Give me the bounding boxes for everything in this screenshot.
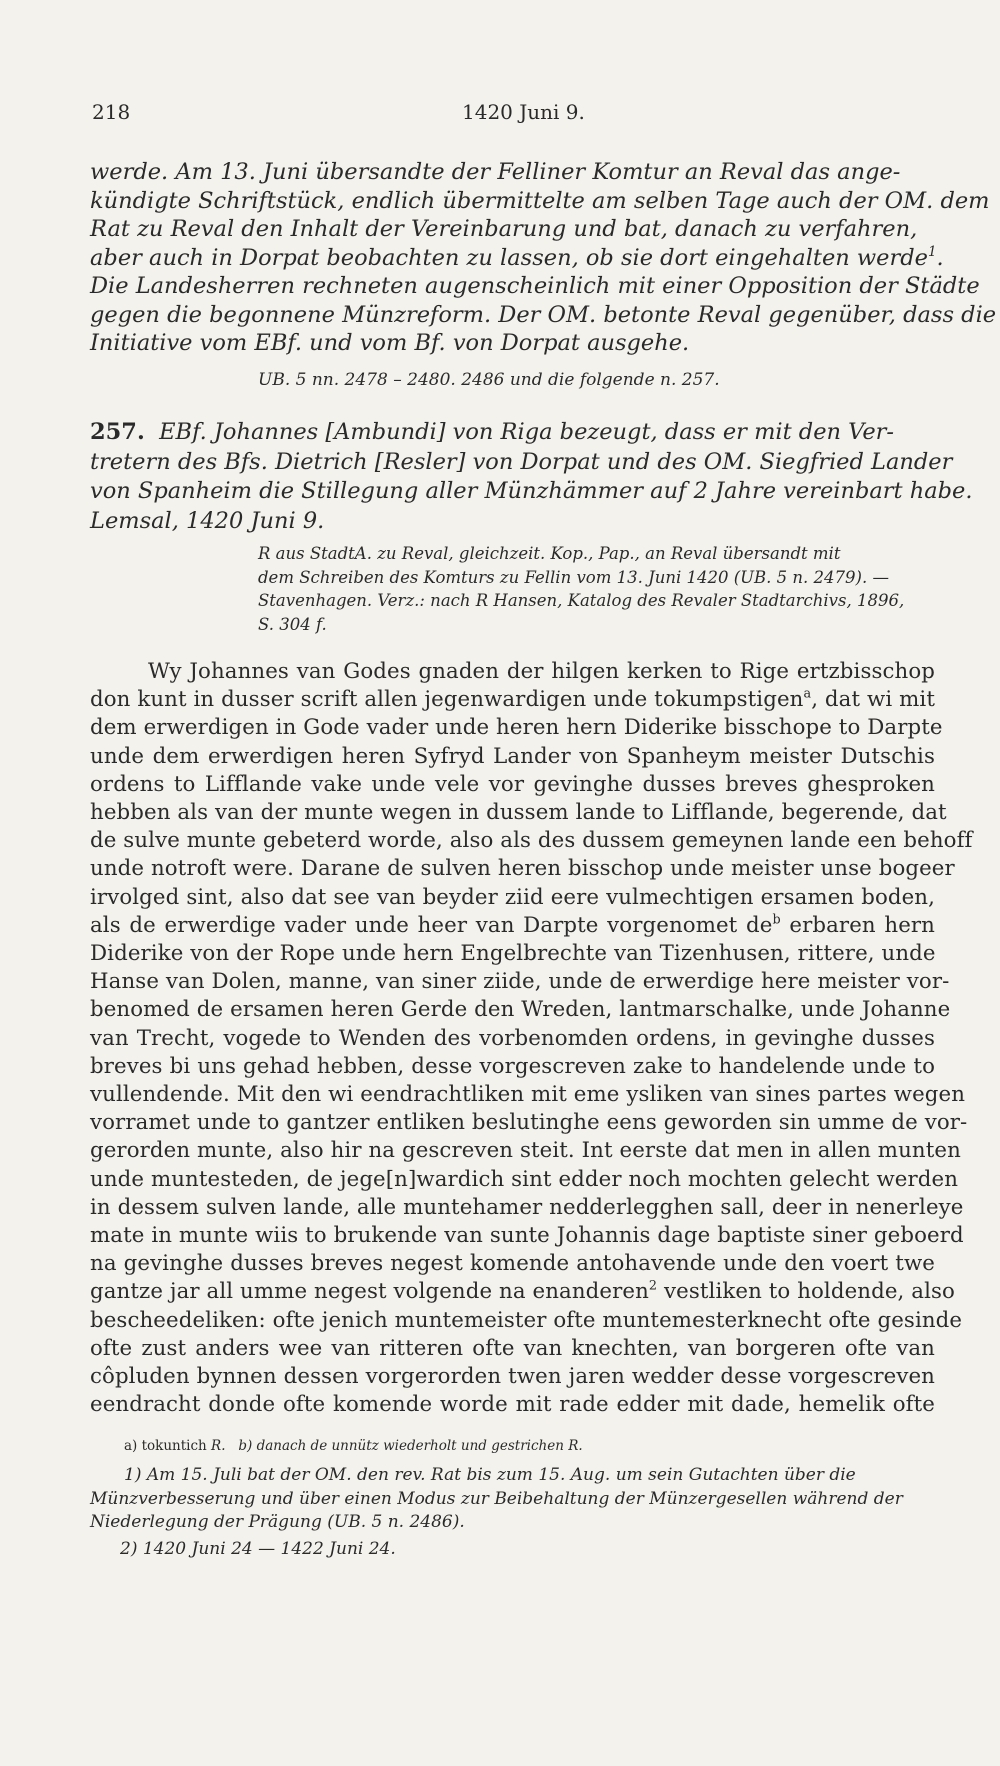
text-line: côpluden bynnen dessen vorgerorden twen jaren wedder desse vorgescreven: [90, 1364, 935, 1390]
apparatus-a-label: a) tokuntich: [124, 1438, 207, 1454]
intro-paragraph: [90, 158, 997, 358]
footnote-1: [90, 1464, 935, 1535]
text-line: ofte zust anders wee van ritteren ofte van knechten, van borgeren ofte van: [90, 1335, 935, 1361]
text-line: Münzverbesserung und über einen Modus zur Beibehaltung der Münzergesellen während der: [90, 1488, 903, 1509]
text-line: UB. 5 nn. 2478 – 2480. 2486 und die folgende n. 257.: [258, 370, 720, 390]
text-line: Diderike von der Rope unde hern Engelbrechte van Tizenhusen, rittere, unde: [90, 941, 936, 967]
text-span: Am 15. Juli bat der OM. den rev. Rat bis zum 15. Aug. um sein Gutachten über die: [146, 1465, 856, 1485]
text-line: S. 304 f.: [258, 614, 327, 634]
text-line: vullendende. Mit den wi eendrachtliken mit eme ysliken van sines partes wegen: [90, 1082, 966, 1108]
text-span: , dat wi mit: [811, 687, 935, 713]
document-text: [90, 658, 973, 1419]
document-number: 257.: [90, 419, 145, 445]
text-line: na gevinghe dusses breves negest komende antohavende unde den voert twe: [90, 1251, 935, 1277]
text-line: werde. Am 13. Juni übersandte der Felliner Komtur an Reval das ange-: [90, 159, 901, 185]
text-line: ordens to Lifflande vake unde vele vor gevinghe dusses breves ghesproken: [90, 771, 935, 797]
text-line: Niederlegung der Prägung (UB. 5 n. 2486).: [90, 1512, 465, 1532]
source-note: [258, 542, 938, 636]
footnote-2: [120, 1538, 965, 1561]
text-line: irvolged sint, also dat see van beyder ziid eere vulmechtigen ersamen boden,: [90, 884, 935, 910]
page-number: 218: [92, 100, 131, 124]
text-line: unde muntesteden, de jege[n]wardich sint edder noch mochten gelecht werden: [90, 1166, 959, 1192]
text-span: erbaren hern: [780, 912, 935, 938]
text-line: van Trecht, vogede to Wenden des vorbenomden ordens, in gevinghe dusses: [90, 1025, 935, 1051]
text-line: mate in munte wiis to brukende van sunte Johannis dage baptiste siner geboerd: [90, 1223, 964, 1249]
apparatus-b-text: b) danach de unnütz wiederholt und gestrichen: [238, 1438, 564, 1454]
footnote-mark: a: [803, 686, 812, 702]
text-line: R aus StadtA. zu Reval, gleichzeit. Kop., Pap., an Reval übersandt mit: [258, 544, 841, 563]
text-line: dem erwerdigen in Gode vader unde heren hern Diderike bisschope to Darpte: [90, 715, 943, 741]
apparatus-a-siglum: R.: [211, 1438, 226, 1454]
text-line: kündigte Schriftstück, endlich übermittelte am selben Tage auch der OM. dem: [90, 187, 990, 214]
regest-heading: [90, 418, 973, 536]
text-span: EBf. Johannes [Ambundi] von Riga bezeugt, dass er mit den Ver-: [159, 419, 895, 445]
text-line: Lemsal, 1420 Juni 9.: [90, 507, 325, 534]
text-line: [90, 418, 935, 448]
text-span: als de erwerdige vader unde heer van Darpte vorgenomet de: [90, 912, 773, 938]
text-line: [90, 686, 935, 714]
text-line: dem Schreiben des Komturs zu Fellin vom 13. Juni 1420 (UB. 5 n. 2479). —: [258, 567, 889, 587]
text-line: benomed de ersamen heren Gerde den Wreden, lantmarschalke, unde Johanne: [90, 997, 951, 1023]
text-line: [90, 1464, 935, 1488]
text-line: de sulve munte gebeterd worde, also als des dussem gemeynen lande een behoff: [90, 828, 973, 854]
text-line: [90, 243, 944, 273]
text-line: in dessem sulven lande, alle muntehamer nedderlegghen sall, deer in nenerleye: [90, 1194, 964, 1220]
text-span: .: [936, 244, 944, 271]
text-line: vorramet unde to gantzer entliken beslutinghe eens geworden sin umme de vor-: [90, 1110, 968, 1136]
intro-source-reference: [258, 369, 938, 391]
footnote-mark: 1: [927, 243, 937, 260]
text-line: tretern des Bfs. Dietrich [Resler] von Dorpat und des OM. Siegfried Lander: [90, 448, 953, 475]
textual-apparatus: [124, 1437, 969, 1455]
text-line: Wy Johannes van Godes gnaden der hilgen kerken to Rige ertzbisschop: [148, 659, 935, 684]
text-line: unde notroft were. Darane de sulven heren bisschop unde meister unse bogeer: [90, 856, 955, 882]
text-line: bescheedeliken: ofte jenich muntemeister ofte muntemesterknecht ofte gesinde: [90, 1307, 963, 1333]
text-line: hebben als van der munte wegen in dussem lande to Lifflande, begerende, dat: [90, 800, 947, 826]
text-line: [90, 1278, 955, 1306]
text-line: eendracht donde ofte komende worde mit rade edder mit dade, hemelik ofte: [90, 1392, 935, 1418]
apparatus-b-siglum: R.: [568, 1438, 583, 1454]
text-line: gerorden munte, also hir na gescreven steit. Int eerste dat men in allen munten: [90, 1138, 961, 1164]
text-line: von Spanheim die Stillegung aller Münzhämmer auf 2 Jahre vereinbart habe.: [90, 478, 973, 504]
text-line: [90, 912, 935, 940]
header-date: 1420 Juni 9.: [462, 100, 585, 124]
text-line: Rat zu Reval den Inhalt der Vereinbarung und bat, danach zu verfahren,: [90, 216, 918, 242]
text-line: Hanse van Dolen, manne, van siner ziide, unde de erwerdige here meister vor-: [90, 969, 950, 995]
text-span: don kunt in dusser scrift allen jegenwardigen unde tokumpstigen: [90, 687, 804, 713]
footnote-number: 2): [120, 1539, 138, 1559]
footnote-mark: 2: [648, 1279, 658, 1295]
footnote-mark: b: [772, 912, 781, 928]
text-span: gantze jar all umme negest volgende na enanderen: [90, 1279, 649, 1305]
text-line: gegen die begonnene Münzreform. Der OM. betonte Reval gegenüber, dass die: [90, 301, 997, 328]
footnote-number: 1): [124, 1465, 142, 1485]
text-line: Initiative vom EBf. und vom Bf. von Dorpat ausgehe.: [90, 330, 690, 356]
text-line: unde dem erwerdigen heren Syfryd Lander von Spanheym meister Dutschis: [90, 743, 935, 769]
text-span: vestliken to holdende, also: [657, 1279, 955, 1305]
text-span: 1420 Juni 24 — 1422 Juni 24.: [142, 1539, 396, 1559]
text-line: Die Landesherren rechneten augenscheinlich mit einer Opposition der Städte: [90, 273, 980, 299]
text-line: breves bi uns gehad hebben, desse vorgescreven zake to handelende unde to: [90, 1053, 935, 1079]
text-line: Stavenhagen. Verz.: nach R Hansen, Katalog des Revaler Stadtarchivs, 1896,: [258, 591, 905, 610]
text-span: aber auch in Dorpat beobachten zu lassen, ob sie dort eingehalten werde: [90, 244, 928, 271]
running-header: [92, 100, 922, 130]
